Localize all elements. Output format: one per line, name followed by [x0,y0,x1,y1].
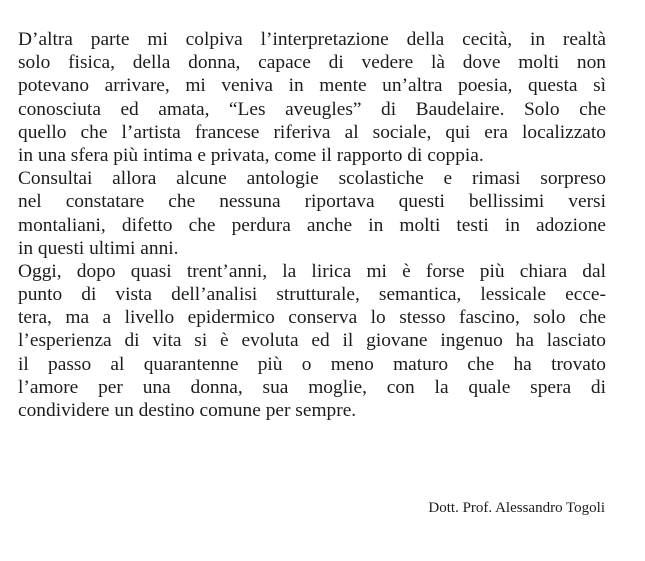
text-line: in una sfera più intima e privata, come il rapporto di coppia. [18,144,484,166]
text-line: in questi ultimi anni. [18,237,179,259]
text-line: il passo al quarantenne più o meno maturo che ha trovato [18,353,606,375]
text-line: nel constatare che nessuna riportava questi bellissimi versi [18,191,606,213]
text-line: D’altra parte mi colpiva l’interpretazione della cecità, in realtà [18,29,606,50]
paragraph-2 [18,167,606,260]
text-line: condividere un destino comune per sempre. [18,400,357,421]
text-line: conosciuta ed amata, “Les aveugles” di Baudelaire. Solo che [18,98,606,120]
text-line: Consultai allora alcune antologie scolastiche e rimasi sorpreso [18,168,606,190]
text-line: l’esperienza di vita si è evoluta ed il giovane ingenuo ha lasciato [18,330,606,352]
text-line: solo fisica, della donna, capace di vedere là dove molti non [18,52,606,74]
text-line: quello che l’artista francese riferiva al sociale, qui era localizzato [18,121,606,143]
text-line: punto di vista dell’analisi strutturale, semantica, lessicale ecce- [18,284,606,306]
paragraph-1 [18,28,606,167]
body-text [18,28,606,422]
author-signature: Dott. Prof. Alessandro Togoli [428,500,605,516]
text-line: l’amore per una donna, sua moglie, con la quale spera di [18,376,606,398]
text-line: Oggi, dopo quasi trent’anni, la lirica mi è forse più chiara dal [18,260,606,282]
text-line: potevano arrivare, mi veniva in mente un’altra poesia, questa sì [18,75,606,97]
text-line: montaliani, difetto che perdura anche in molti testi in adozione [18,214,606,236]
text-line: tera, ma a livello epidermico conserva lo stesso fascino, solo che [18,307,606,329]
paragraph-3 [18,260,606,422]
